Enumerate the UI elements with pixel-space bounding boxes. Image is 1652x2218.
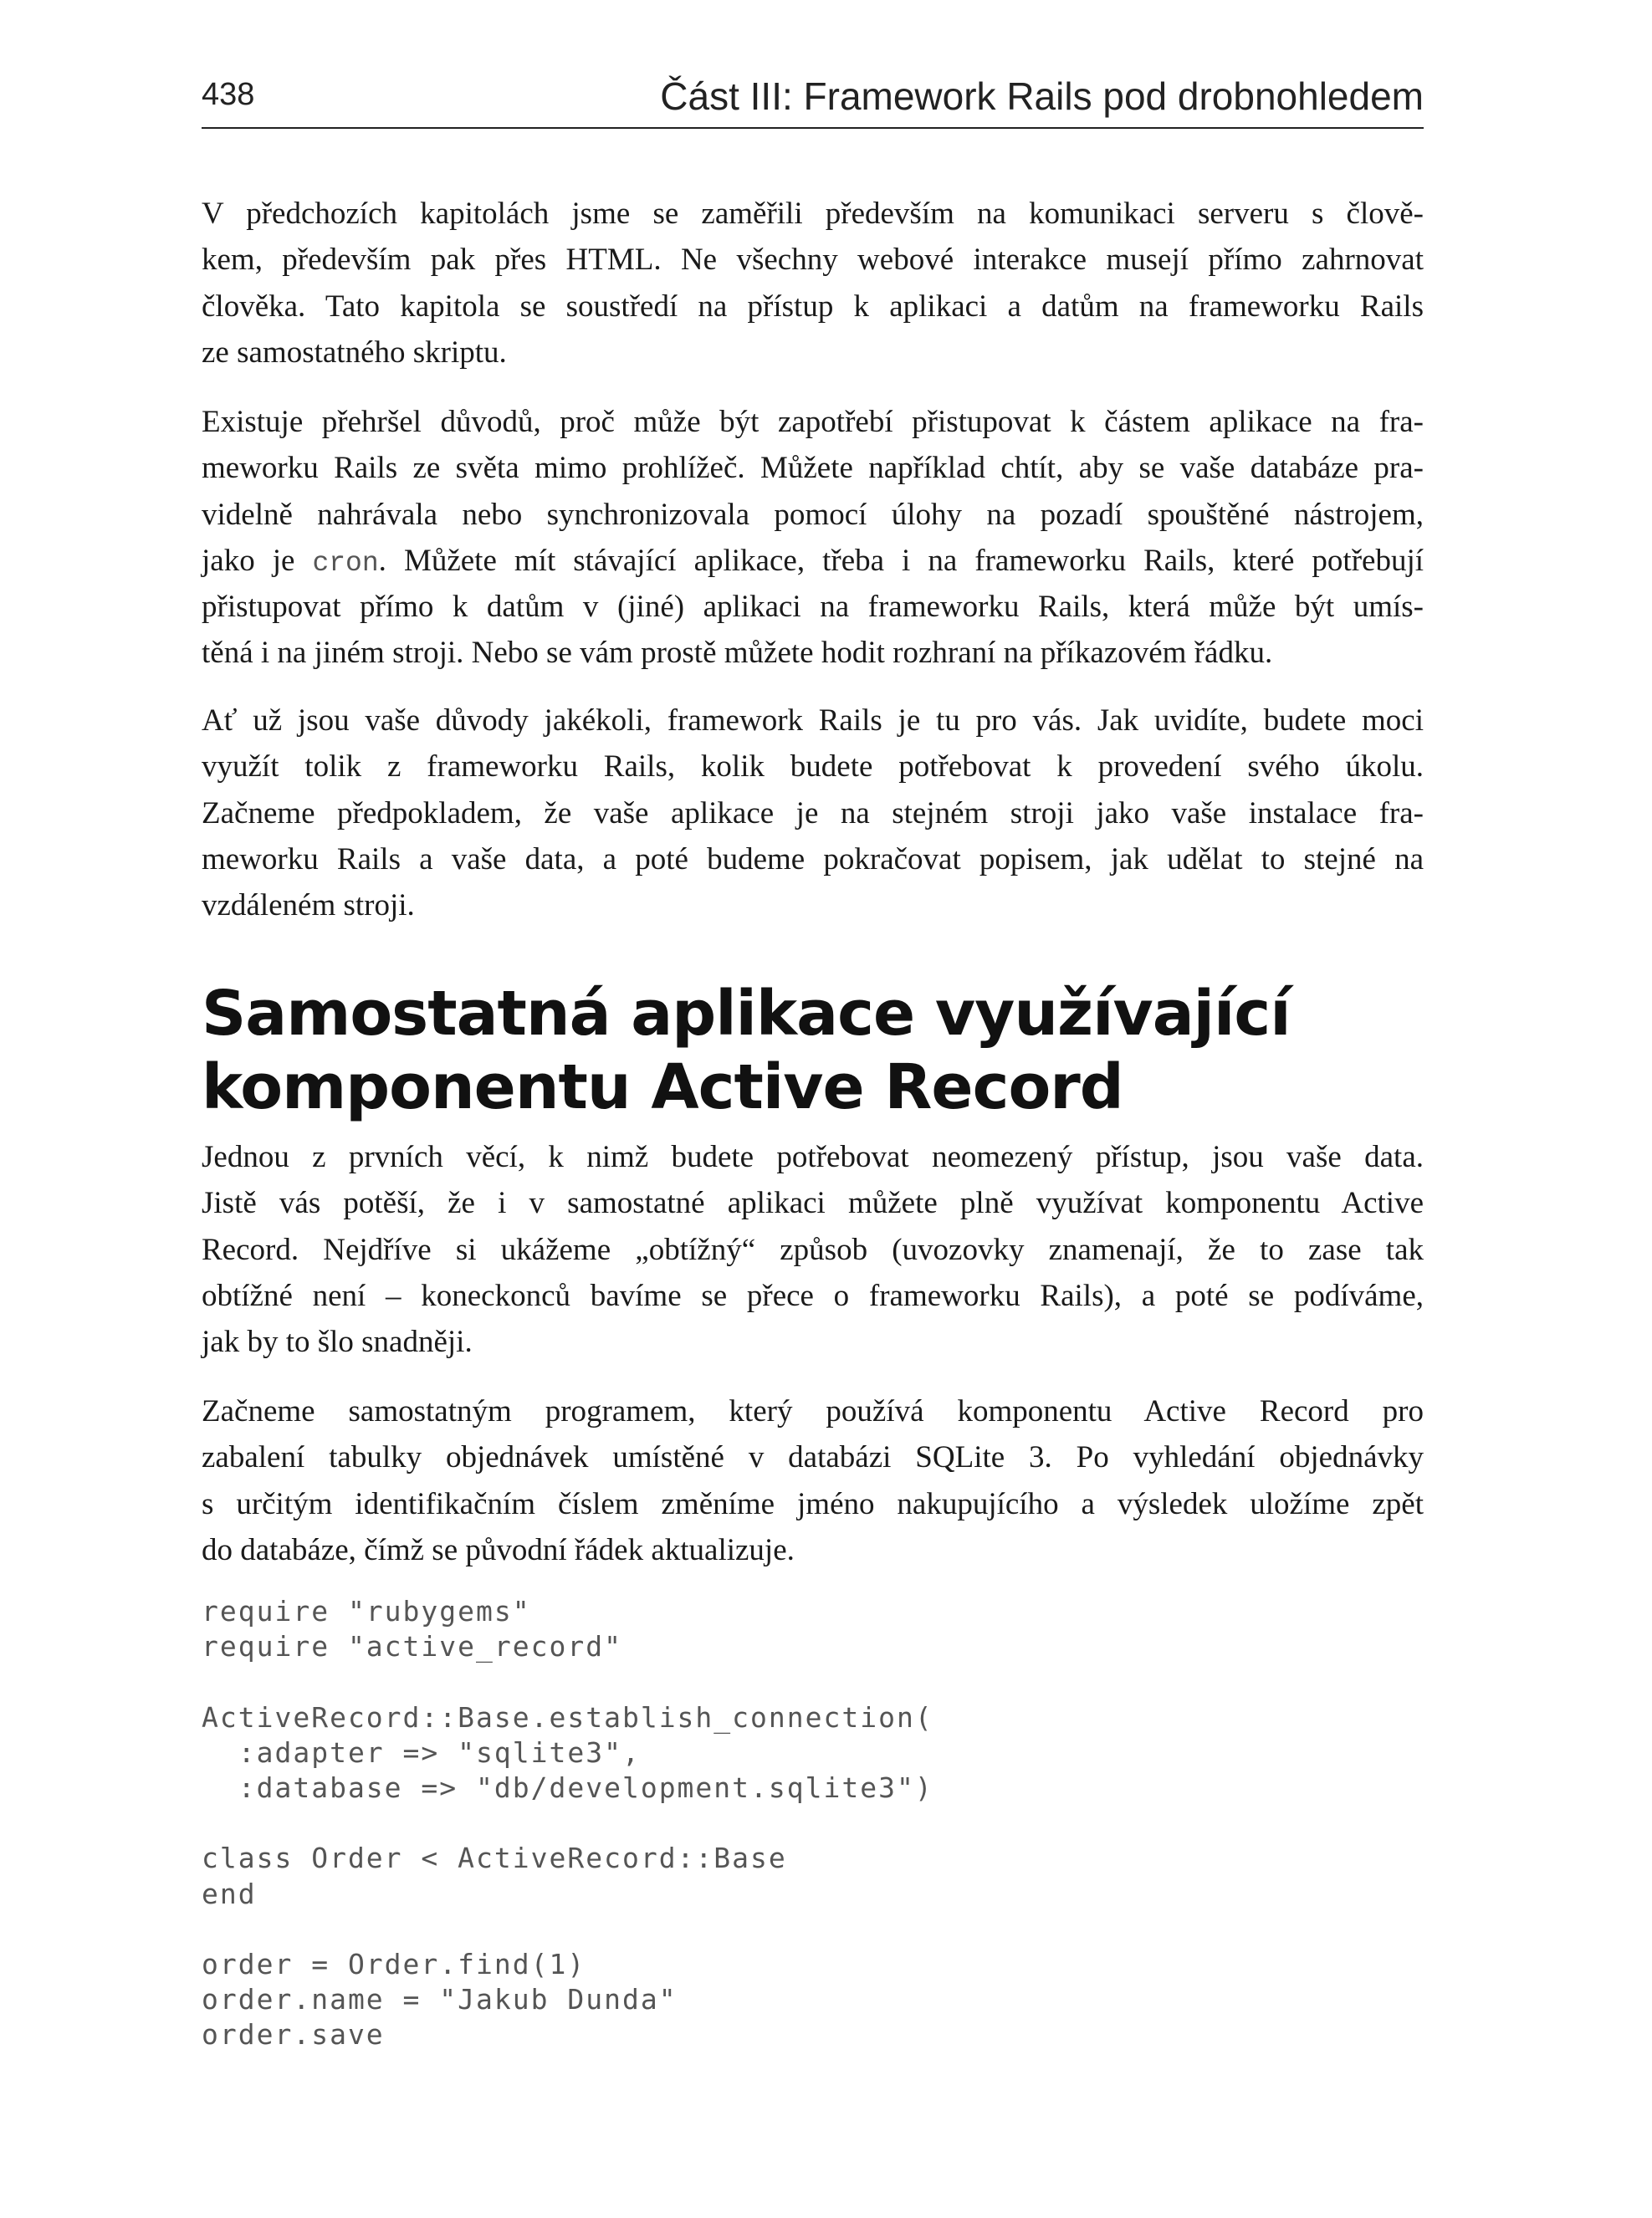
text-line: Jednou z prvních věcí, k nimž budete potřebovat neomezený přístup, jsou vaše data. (202, 1140, 1424, 1174)
text-line: využít tolik z frameworku Rails, kolik budete potřebovat k provedení svého úkolu. (202, 749, 1424, 784)
code-line: order.save (202, 2018, 385, 2052)
code-line: ActiveRecord::Base.establish_connection( (202, 1700, 933, 1734)
text-line: Existuje přehršel důvodů, proč může být zapotřebí přistupovat k částem aplikace na fra- (202, 405, 1424, 439)
section-paragraph-1 (202, 1134, 1424, 1365)
code-line: end (202, 1877, 257, 1910)
text-line: člověka. Tato kapitola se soustředí na přístup k aplikaci a datům na frameworku Rails (202, 289, 1424, 324)
intro-paragraph-3 (202, 698, 1424, 928)
text-line-with-code (202, 538, 1424, 584)
code-line: require "active_record" (202, 1630, 622, 1664)
section-heading-line: komponentu Active Record (202, 1051, 1123, 1123)
text-line: Jistě vás potěší, že i v samostatné aplikaci můžete plně využívat komponentu Active (202, 1186, 1424, 1221)
text-line: Začneme předpokladem, že vaše aplikace je na stejném stroji jako vaše instalace fra- (202, 795, 1424, 830)
text-line: videlně nahrávala nebo synchronizovala pomocí úlohy na pozadí spouštěné nástrojem, (202, 497, 1424, 532)
intro-paragraph-1 (202, 191, 1424, 376)
code-line: :database => "db/development.sqlite3") (202, 1771, 933, 1804)
section-heading (202, 977, 1424, 1124)
line-prefix: jako je (202, 543, 313, 578)
page-number: 438 (202, 77, 255, 112)
section-heading-line: Samostatná aplikace využívající (202, 978, 1291, 1050)
text-line: přistupovat přímo k datům v (jiné) aplikaci na frameworku Rails, která může být umís- (202, 590, 1424, 625)
text-line: s určitým identifikačním číslem změníme jméno nakupujícího a výsledek uložíme zpět (202, 1486, 1424, 1521)
code-line: order.name = "Jakub Dunda" (202, 1983, 678, 2016)
text-line: obtížné není – koneckonců bavíme se přece o frameworku Rails), a poté se podíváme, (202, 1278, 1424, 1313)
intro-paragraph-2 (202, 399, 1424, 677)
code-line: :adapter => "sqlite3", (202, 1735, 641, 1769)
text-line: Ať už jsou vaše důvody jakékoli, framework Rails je tu pro vás. Jak uvidíte, budete moci (202, 703, 1424, 738)
text-line: Record. Nejdříve si ukážeme „obtížný“ způsob (uvozovky znamenají, že to zase tak (202, 1232, 1424, 1267)
text-line: do databáze, čímž se původní řádek aktualizuje. (202, 1532, 795, 1567)
text-line: těná i na jiném stroji. Nebo se vám prostě můžete hodit rozhraní na příkazovém řádku. (202, 636, 1273, 671)
code-line (202, 1806, 933, 1841)
text-line: Začneme samostatným programem, který používá komponentu Active Record pro (202, 1394, 1424, 1428)
code-line: class Order < ActiveRecord::Base (202, 1842, 787, 1875)
code-line (202, 1912, 933, 1947)
inline-code-cron: cron (312, 547, 379, 579)
code-line: order = Order.find(1) (202, 1947, 586, 1980)
running-title: Část III: Framework Rails pod drobnohledem (660, 74, 1424, 118)
text-line: kem, především pak přes HTML. Ne všechny webové interakce musejí přímo zahrnovat (202, 243, 1424, 278)
text-line: jak by to šlo snadněji. (202, 1325, 473, 1360)
line-suffix: . Můžete mít stávající aplikace, třeba i na frameworku Rails, které potřebují (378, 543, 1424, 578)
code-listing (202, 1594, 933, 2052)
text-line: zabalení tabulky objednávek umístěné v databázi SQLite 3. Po vyhledání objednávky (202, 1440, 1424, 1475)
code-line (202, 1664, 933, 1699)
section-paragraph-2 (202, 1388, 1424, 1573)
text-line: ze samostatného skriptu. (202, 335, 507, 370)
running-header (202, 69, 1424, 129)
text-line: vzdáleném stroji. (202, 888, 415, 923)
text-line: V předchozích kapitolách jsme se zaměřili především na komunikaci serveru s člově- (202, 197, 1424, 231)
code-line: require "rubygems" (202, 1595, 531, 1628)
text-line: meworku Rails ze světa mimo prohlížeč. Můžete například chtít, aby se vaše databáze pra- (202, 451, 1424, 486)
text-line: meworku Rails a vaše data, a poté budeme pokračovat popisem, jak udělat to stejné na (202, 841, 1424, 876)
